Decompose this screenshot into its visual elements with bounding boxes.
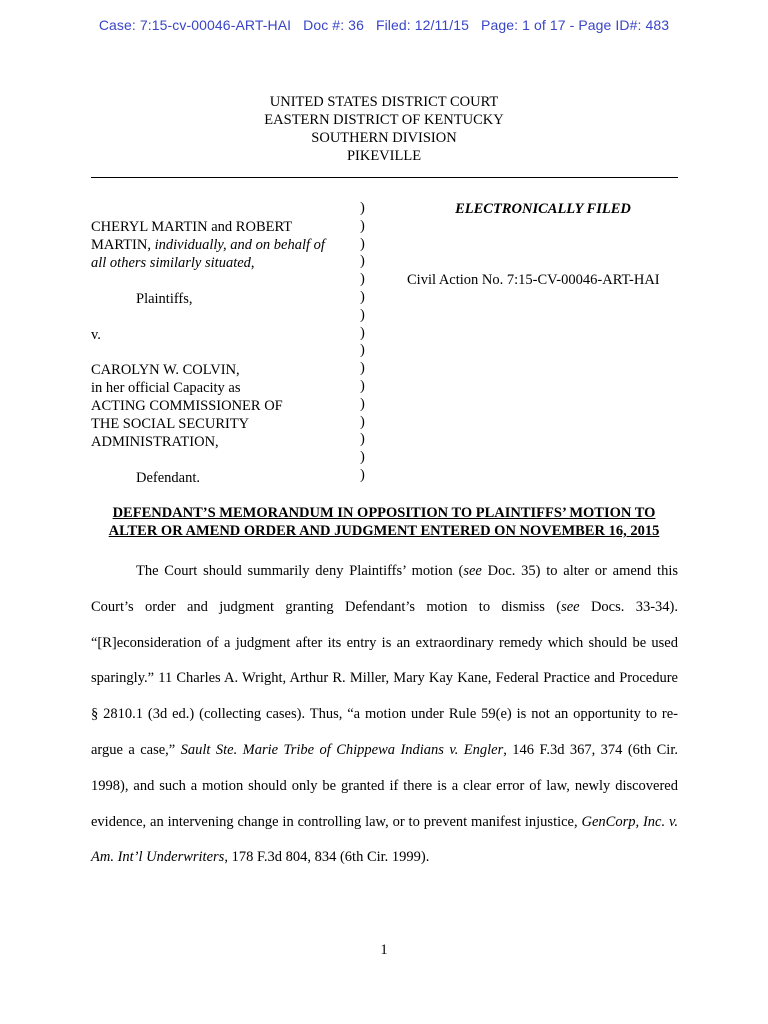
paren: ): [360, 200, 365, 216]
body-paragraph: [91, 554, 678, 876]
plaintiff-names-cont: MARTIN,: [91, 237, 151, 253]
defendant-line: ACTING COMMISSIONER OF: [91, 398, 283, 414]
defendant-block: [91, 361, 283, 451]
plaintiffs-block: [91, 218, 325, 272]
paren: ): [360, 413, 365, 430]
paren: ): [360, 288, 365, 305]
plaintiff-names: CHERYL MARTIN and ROBERT: [91, 219, 293, 235]
paren: ): [360, 360, 365, 377]
title-line-1: DEFENDANT’S MEMORANDUM IN OPPOSITION TO PLAINTIFFS’ MOTION TO: [112, 505, 656, 521]
body-text-run: The Court should summarily deny Plaintiffs’ motion (: [136, 563, 464, 579]
case-citation: Sault Ste. Marie Tribe of Chippewa Indians v. Engler: [180, 741, 504, 758]
paren: ): [360, 466, 365, 483]
comma: ,: [250, 255, 255, 271]
court-location: PIKEVILLE: [346, 148, 422, 164]
paren: ): [360, 271, 365, 288]
paren: ): [360, 235, 365, 252]
doc-number: Doc #: 36: [303, 17, 364, 33]
case-number: Case: 7:15-cv-00046-ART-HAI: [98, 17, 292, 33]
paren: ): [360, 217, 365, 234]
page-id: Page: 1 of 17 - Page ID#: 483: [481, 17, 670, 33]
electronically-filed-label: ELECTRONICALLY FILED: [455, 201, 631, 217]
plaintiffs-label: Plaintiffs,: [136, 291, 193, 307]
court-district: EASTERN DISTRICT OF KENTUCKY: [264, 112, 504, 128]
paren: ): [360, 377, 365, 394]
defendant-line: in her official Capacity as: [91, 380, 241, 396]
plaintiff-qualifier-cont: all others similarly situated: [91, 255, 251, 271]
ecf-header-stamp: [0, 17, 768, 33]
paren: ): [360, 449, 365, 466]
court-heading: [0, 93, 768, 165]
court-division: SOUTHERN DIVISION: [311, 130, 457, 146]
defendant-line: CAROLYN W. COLVIN,: [91, 362, 240, 378]
defendant-label: Defendant.: [136, 470, 201, 486]
case-citation: GenCorp, Inc. v. Am. Int’l Underwriters: [91, 813, 678, 866]
signal-see: see: [561, 598, 580, 615]
defendant-line: ADMINISTRATION,: [91, 434, 219, 450]
body-text-run: Docs. 33-34). “[R]econsideration of a judgment after its entry is an extraordinary remedy which should be used sparingly.” 11 Charles A. Wright, Arthur R. Miller, Mary Kay Kane, Federal Practice and Procedure § 2810.1 (3d ed.) (collecting cases). Thus, “a motion under Rule 59(e) is not an opportunity to re-argue a case,”: [91, 598, 678, 758]
body-text-run: , 178 F.3d 804, 834 (6th Cir. 1999).: [224, 849, 430, 866]
court-name: UNITED STATES DISTRICT COURT: [269, 94, 499, 110]
signal-see: see: [463, 563, 482, 579]
body-text-run: , 146 F.3d 367, 374 (6th Cir. 1998), and such a motion should only be granted if there is a clear error of law, newly discovered evidence, an intervening change in controlling law, or to prevent manifest injustice,: [91, 741, 678, 830]
versus: v.: [91, 327, 101, 343]
caption-paren-column: [360, 200, 365, 485]
filed-date: Filed: 12/11/15: [375, 17, 470, 33]
civil-action-number: Civil Action No. 7:15-CV-00046-ART-HAI: [407, 272, 660, 288]
paren: ): [360, 395, 365, 412]
title-line-2: ALTER OR AMEND ORDER AND JUDGMENT ENTERED ON NOVEMBER 16, 2015: [108, 523, 660, 539]
body-text-run: Doc. 35) to alter or amend this Court’s order and judgment granting Defendant’s motion to dismiss (: [91, 563, 678, 615]
paren: ): [360, 306, 365, 323]
page-number: 1: [380, 942, 388, 958]
plaintiff-qualifier: individually, and on behalf of: [154, 237, 325, 253]
heading-divider: [91, 177, 678, 178]
defendant-line: THE SOCIAL SECURITY: [91, 416, 250, 432]
paren: ): [360, 431, 365, 448]
paren: ): [360, 253, 365, 270]
paren: ): [360, 324, 365, 341]
memorandum-title: [85, 504, 683, 540]
paren: ): [360, 342, 365, 359]
